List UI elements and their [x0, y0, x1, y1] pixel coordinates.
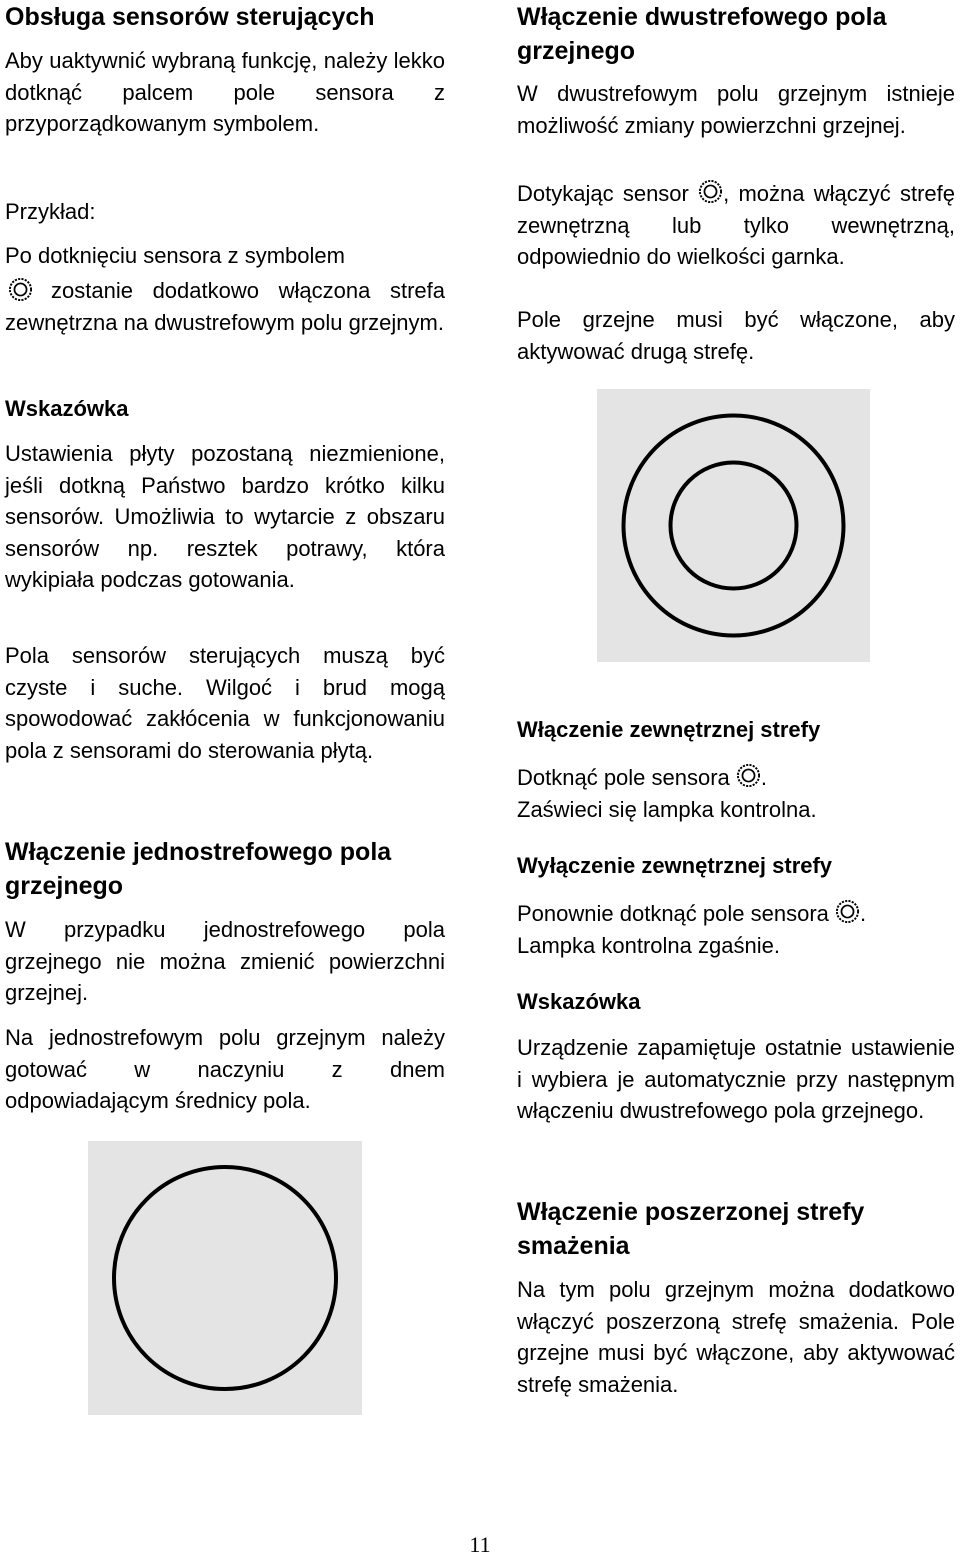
tip-paragraph-1: Ustawienia płyty pozostaną niezmienione, jeśli dotkną Państwo bardzo krótko kilku sensorów. Umożliwia to wytarcie z obszaru sensorów np. resztek potrawy, która wykipiała podczas gotowania.: [5, 441, 445, 592]
dual-zone-illustration: [597, 389, 870, 662]
outer-off-paragraph-1a: Ponownie dotknąć pole sensora: [517, 901, 829, 926]
outer-off-paragraph-1: [517, 898, 955, 930]
outer-on-paragraph-2: Zaświeci się lampka kontrolna.: [517, 797, 817, 822]
outer-on-paragraph-1b: .: [760, 765, 768, 790]
dual-zone-paragraph-2: [517, 178, 955, 273]
outer-off-paragraph-1b: .: [860, 901, 867, 926]
section-title-dual-zone: Włączenie dwustrefowego pola grzejnego: [517, 3, 887, 65]
example-text-2: zostanie dodatkowo włączona strefa zewnętrzna na dwustrefowym polu grzejnym.: [5, 278, 445, 335]
single-zone-illustration: [88, 1141, 362, 1415]
dual-zone-paragraph-1: W dwustrefowym polu grzejnym istnieje możliwość zmiany powierzchni grzejnej.: [517, 81, 955, 138]
page-number: 11: [469, 1532, 491, 1557]
outer-on-paragraph-1: [517, 762, 955, 794]
double-circle-sensor-icon: [835, 899, 860, 924]
section-title-outer-on: Włączenie zewnętrznej strefy: [517, 717, 821, 742]
dual-zone-paragraph-2b: , można włączyć strefę zewnętrzną lub tylko wewnętrzną, odpowiednio do wielkości garnka.: [517, 181, 955, 269]
single-zone-paragraph-1: W przypadku jednostrefowego pola grzejnego nie można zmienić powierzchni grzejnej.: [5, 917, 445, 1005]
dual-zone-paragraph-2a: Dotykając sensor: [517, 181, 689, 206]
double-circle-sensor-icon: [698, 179, 723, 204]
tip-paragraph-3: Urządzenie zapamiętuje ostatnie ustawienie i wybiera je automatycznie przy następnym włączeniu dwustrefowego pola grzejnego.: [517, 1035, 955, 1123]
section-title-frying-zone: Włączenie poszerzonej strefy smażenia: [517, 1198, 865, 1260]
example-label: Przykład:: [5, 199, 96, 224]
tip-label-1: Wskazówka: [5, 396, 129, 421]
section-title-single-zone: Włączenie jednostrefowego pola grzejnego: [5, 838, 392, 900]
section-title-sensors: Obsługa sensorów sterujących: [5, 3, 375, 31]
example-text-1: Po dotknięciu sensora z symbolem: [5, 243, 345, 268]
outer-on-paragraph-1a: Dotknąć pole sensora: [517, 765, 730, 790]
double-circle-sensor-icon: [736, 763, 761, 788]
tip-label-2: Wskazówka: [517, 989, 641, 1014]
section-title-outer-off: Wyłączenie zewnętrznej strefy: [517, 853, 833, 878]
tip-paragraph-2: Pola sensorów sterujących muszą być czyste i suche. Wilgoć i brud mogą spowodować zakłócenia w funkcjonowaniu pola z sensorami do sterowania płytą.: [5, 643, 445, 763]
intro-paragraph: Aby uaktywnić wybraną funkcję, należy lekko dotknąć palcem pole sensora z przyporządkowanym symbolem.: [5, 48, 445, 136]
outer-off-paragraph-2: Lampka kontrolna zgaśnie.: [517, 933, 780, 958]
frying-zone-paragraph: Na tym polu grzejnym można dodatkowo włączyć poszerzoną strefę smażenia. Pole grzejne musi być włączone, aby aktywować strefę smażenia.: [517, 1277, 955, 1397]
single-zone-paragraph-2: Na jednostrefowym polu grzejnym należy gotować w naczyniu z dnem odpowiadającym średnicy pola.: [5, 1025, 445, 1113]
dual-zone-paragraph-3: Pole grzejne musi być włączone, aby aktywować drugą strefę.: [517, 307, 955, 364]
